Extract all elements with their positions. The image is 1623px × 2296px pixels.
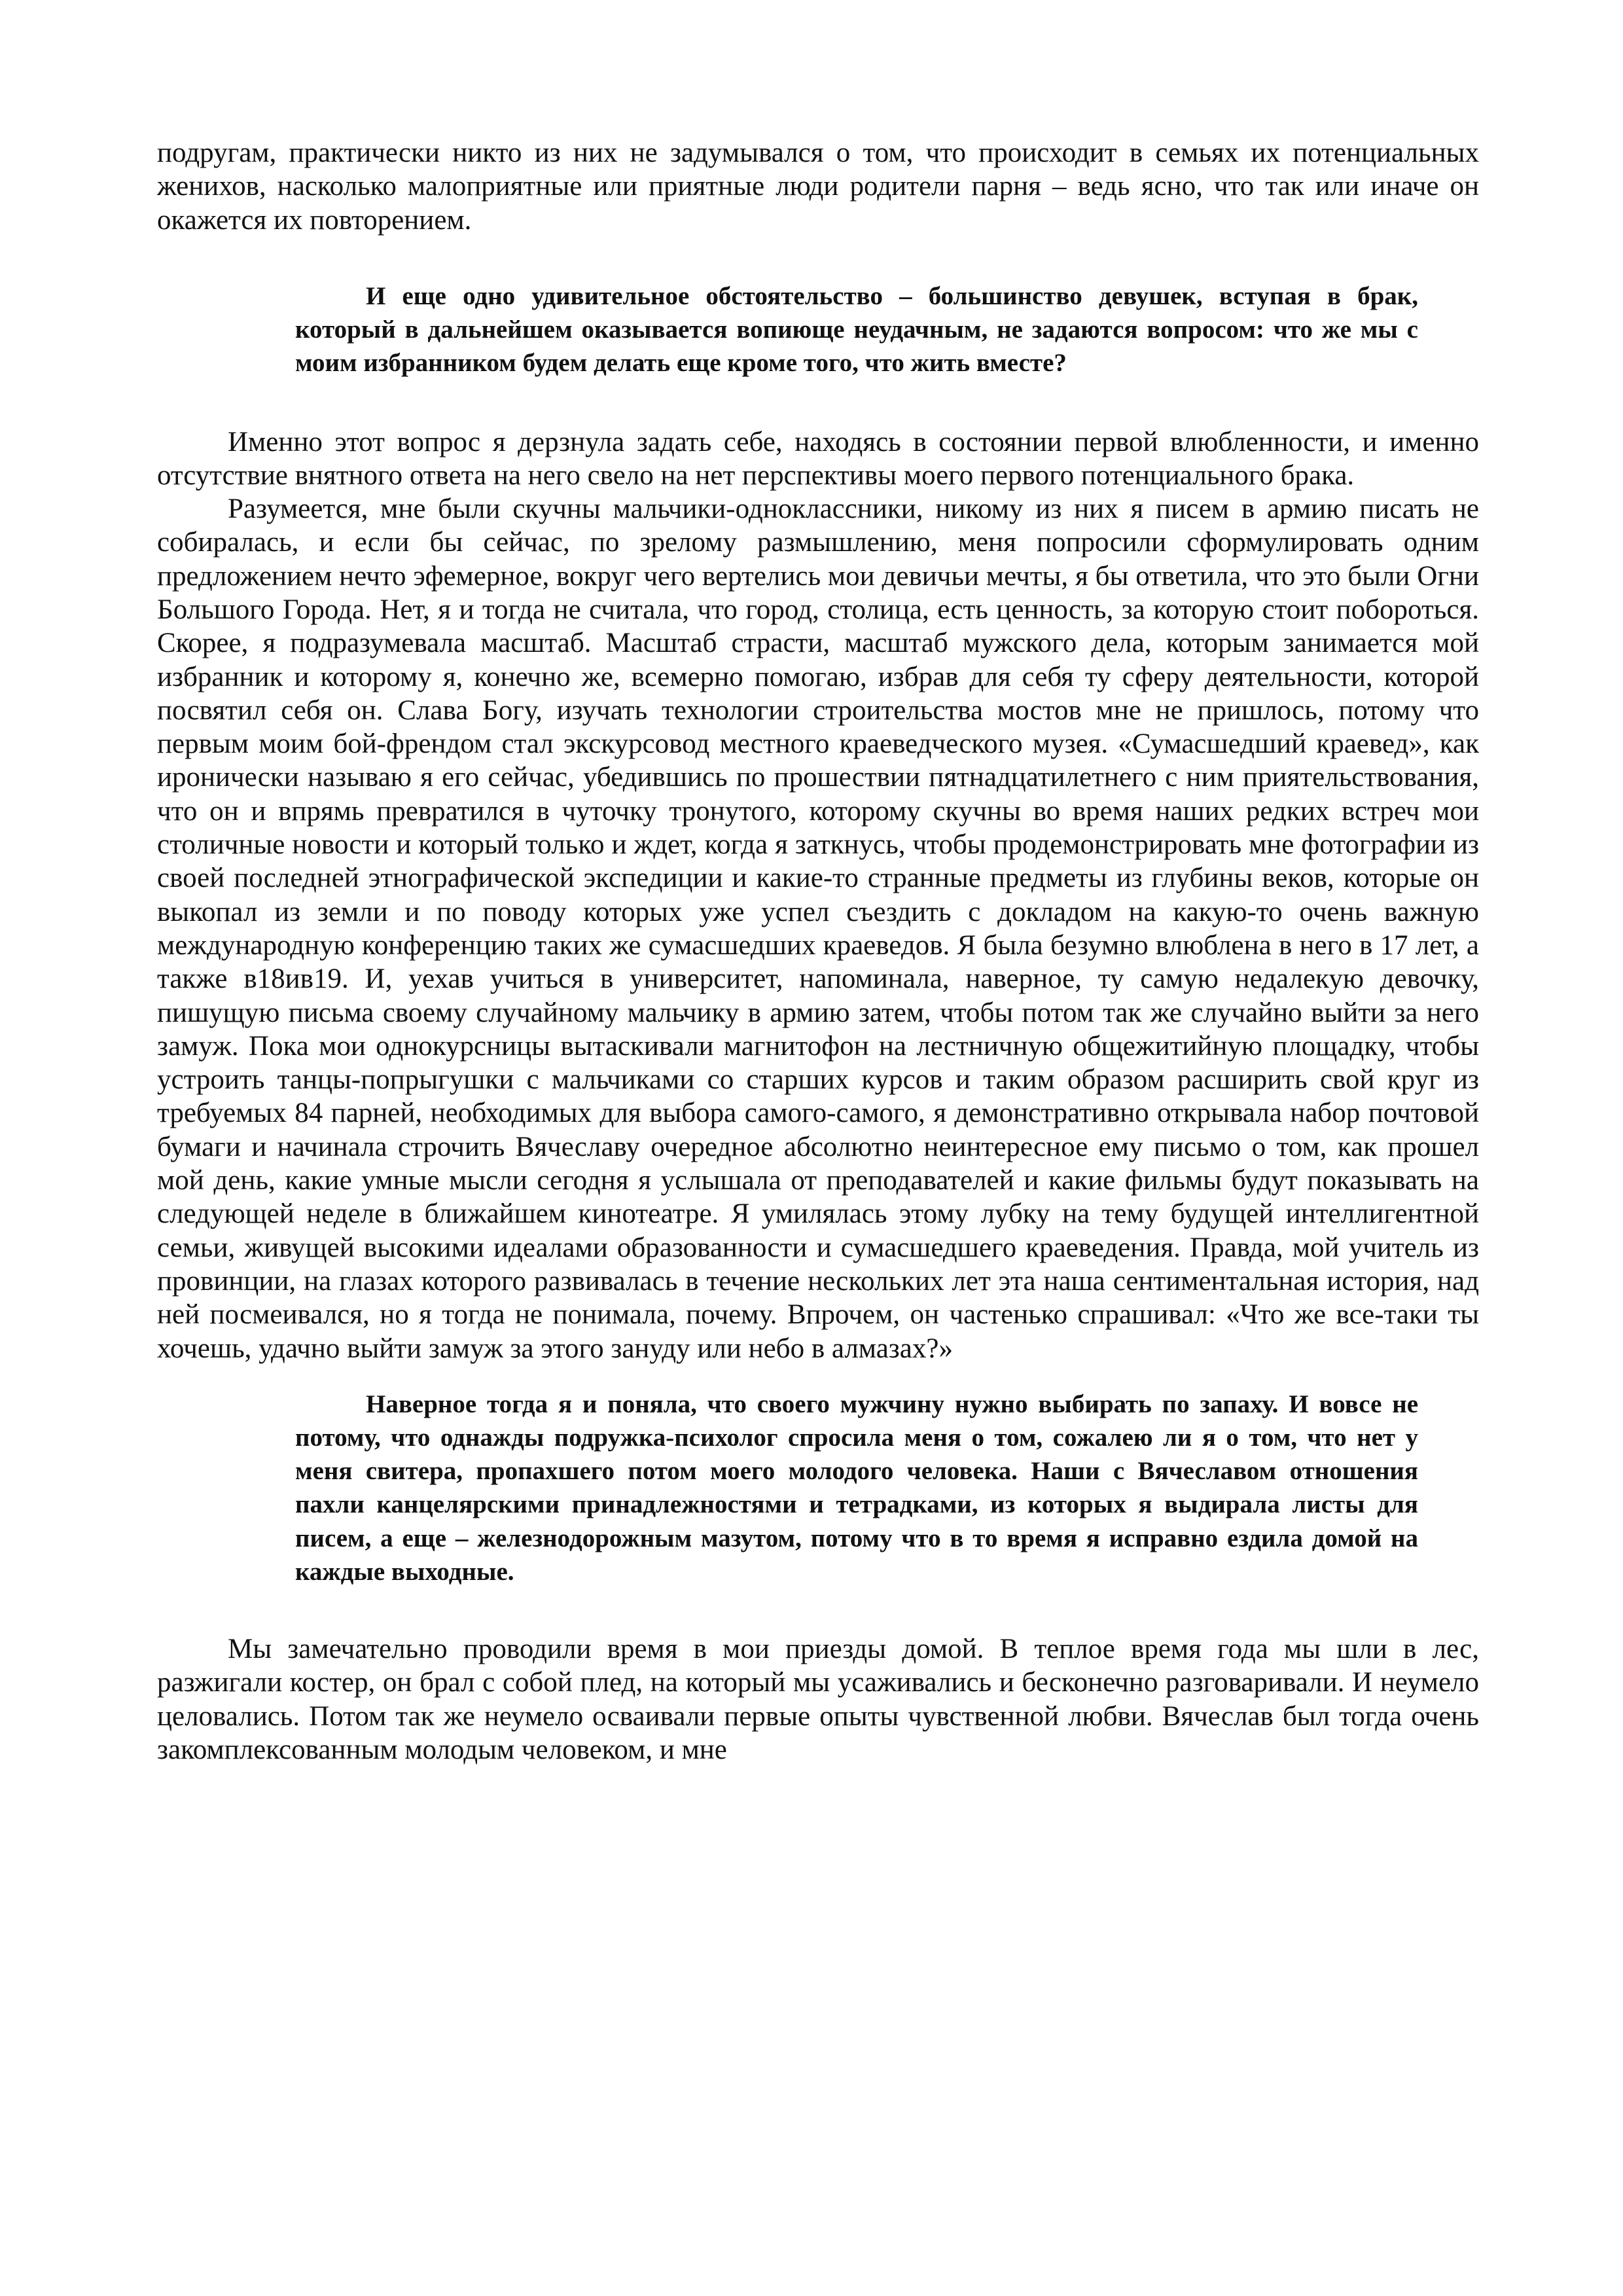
spacer [157,1365,1479,1388]
bold-quote-2: Наверное тогда я и поняла, что своего мужчину нужно выбирать по запаху. И вовсе не потому, что однажды подружка-психолог спросила меня о том, сожалею ли я о том, что нет у меня свитера, пропахшего потом моего молодого человека. Наши с Вячеславом отношения пахли канцелярскими принадлежностями и тетрадками, из которых я выдирала листы для писем, а еще – железнодорожным мазутом, потому что в то время я исправно ездила домой на каждые выходные. [295,1390,1418,1586]
paragraph-intro: подругам, практически никто из них не задумывался о том, что происходит в семьях их потенциальных женихов, насколько малоприятные или приятные люди родители парня – ведь ясно, что так или иначе он окажется их повторением. [157,137,1479,236]
paragraph-main: Разумеется, мне были скучны мальчики-одноклассники, никому из них я писем в армию писать не собиралась, и если бы сейчас, по зрелому размышлению, меня попросили сформулировать одним предложением нечто эфемерное, вокруг чего вертелись мои девичьи мечты, я бы ответила, что это были Огни Большого Города. Нет, я и тогда не считала, что город, столица, есть ценность, за которую стоит побороться. Скорее, я подразумевала масштаб. Масштаб страсти, масштаб мужского дела, которым занимается мой избранник и которому я, конечно же, всемерно помогаю, избрав для себя ту сферу деятельности, которой посвятил себя он. Слава Богу, изучать технологии строительства мостов мне не пришлось, потому что первым моим бой-френдом стал экскурсовод местного краеведческого музея. «Сумасшедший краевед», как иронически называю я его сейчас, убедившись по прошествии пятнадцатилетнего с ним приятельствования, что он и впрямь превратился в чуточку тронутого, которому скучны во время наших редких встреч мои столичные новости и который только и ждет, когда я заткнусь, чтобы продемонстрировать мне фотографии из своей последней этнографической экспедиции и какие-то странные предметы из глубины веков, которые он выкопал из земли и по поводу которых уже успел съездить с докладом на какую-то очень важную международную конференцию таких же сумасшедших краеведов. Я была безумно влюблена в него в 17 лет, а также в18ив19. И, уехав учиться в университет, напоминала, наверное, ту самую недалекую девочку, пишущую письма своему случайному мальчику в армию затем, чтобы потом так же случайно выйти за него замуж. Пока мои однокурсницы вытаскивали магнитофон на лестничную общежитийную площадку, чтобы устроить танцы-попрыгушки с мальчиками со старших курсов и таким образом расширить свой круг из требуемых 84 парней, необходимых для выбора самого-самого, я демонстративно открывала набор почтовой бумаги и начинала строчить Вячеславу очередное абсолютно неинтересное ему письмо о том, как прошел мой день, какие умные мысли сегодня я услышала от преподавателей и какие фильмы будут показывать на следующей неделе в ближайшем кинотеатре. Я умилялась этому лубку на тему будущей интеллигентной семьи, живущей высокими идеалами образованности и сумасшедшего краеведения. Правда, мой учитель из провинции, на глазах которого развивалась в течение нескольких лет эта наша сентиментальная история, над ней посмеивался, но я тогда не понимала, почему. Впрочем, он частенько спрашивал: «Что же все-таки ты хочешь, удачно выйти замуж за этого зануду или небо в алмазах?» [157,493,1479,1364]
text-column [157,136,1479,1767]
spacer [157,380,1479,425]
bold-quote-1: И еще одно удивительное обстоятельство – большинство девушек, вступая в брак, который в дальнейшем оказывается вопиюще неудачным, не задаются вопросом: что же мы с моим избранником будем делать еще кроме того, что жить вместе? [295,281,1418,378]
paragraph-question: Именно этот вопрос я дерзнула задать себе, находясь в состоянии первой влюбленности, и именно отсутствие внятного ответа на него свело на нет перспективы моего первого потенциального брака. [157,426,1479,491]
paragraph-final: Мы замечательно проводили время в мои приезды домой. В теплое время года мы шли в лес, разжигали костер, он брал с собой плед, на который мы усаживались и бесконечно разговаривали. И неумело целовались. Потом так же неумело осваивали первые опыты чувственной любви. Вячеслав был тогда очень закомплексованным молодым человеком, и мне [157,1634,1479,1765]
spacer [157,237,1479,279]
spacer [157,1588,1479,1632]
